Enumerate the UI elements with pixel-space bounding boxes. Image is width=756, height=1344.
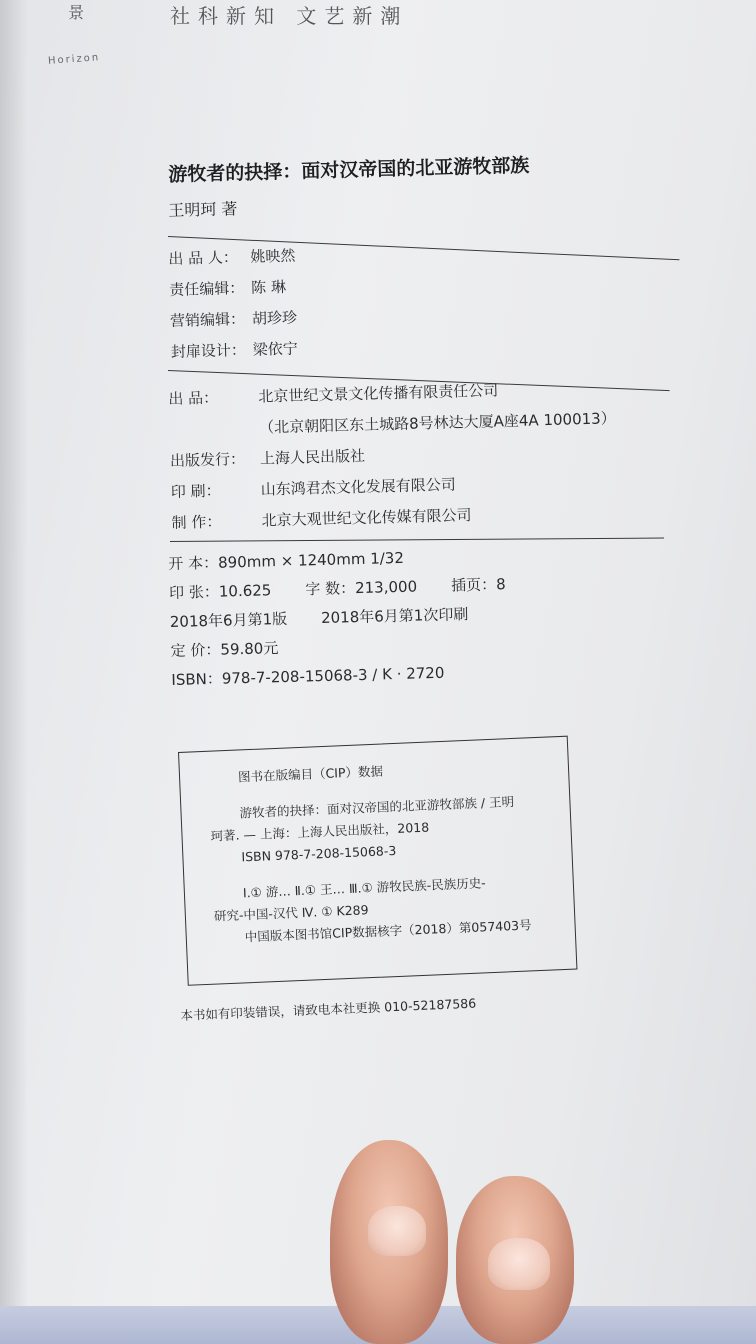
cip-line: Ⅰ.① 游… Ⅱ.① 王… Ⅲ.① 游牧民族-民族历史- [242,875,486,901]
cip-data-box [178,736,577,986]
price-row: 定 价：59.80元 [170,639,279,660]
cip-line: 研究-中国-汉代 Ⅳ. ① K289 [213,902,369,924]
isbn-row: ISBN：978-7-208-15068-3 / K · 2720 [171,663,445,689]
cip-heading: 图书在版编目（CIP）数据 [237,763,384,785]
cip-line: ISBN 978-7-208-15068-3 [241,842,397,865]
distributor-row: 出版发行： 上海人民出版社 [169,446,366,470]
edition-row: 2018年6月第1版 2018年6月第1次印刷 [169,605,469,631]
maker-row: 制 作： 北京大观世纪文化传媒有限公司 [171,506,472,532]
right-fingernail [488,1238,550,1290]
producer-row: 出 品： 北京世纪文景文化传播有限责任公司 [168,381,499,408]
sheets-row: 印 张：10.625 字 数：213,000 插页：8 [168,575,506,602]
format-row: 开 本：890mm × 1240mm 1/32 [168,548,405,573]
publishing-info [168,370,692,539]
staff-row: 责任编辑： 陈 琳 [168,277,287,299]
spine-shadow [0,0,28,1344]
book-title: 游牧者的抉择：面对汉帝国的北亚游牧部族 [168,154,530,186]
producer-address-row: （北京朝阳区东土城路8号林达大厦A座4A 100013） [258,409,616,437]
printer-row: 印 刷： 山东鸿君杰文化发展有限公司 [170,475,456,501]
cip-line: 中国版本图书馆CIP数据核字（2018）第057403号 [244,917,532,945]
cip-line: 珂著. — 上海：上海人民出版社，2018 [210,819,430,844]
brand-logo-text: Horizon [47,52,101,67]
book-author: 王明珂 著 [168,199,238,220]
staff-list [168,230,691,368]
staff-row: 营销编辑： 胡珍珍 [169,308,298,330]
staff-row: 封扉设计： 梁依宁 [170,339,299,361]
replacement-notice: 本书如有印装错误，请致电本社更换 010-52187586 [180,995,477,1023]
series-slogan: 社科新知 文艺新潮 [170,4,409,28]
left-fingernail [368,1206,426,1256]
cip-line: 游牧者的抉择：面对汉帝国的北亚游牧部族 / 王明 [239,793,515,821]
specification-list [168,536,692,695]
corner-character: 景 [68,3,85,22]
staff-row: 出 品 人： 姚映然 [168,246,296,268]
